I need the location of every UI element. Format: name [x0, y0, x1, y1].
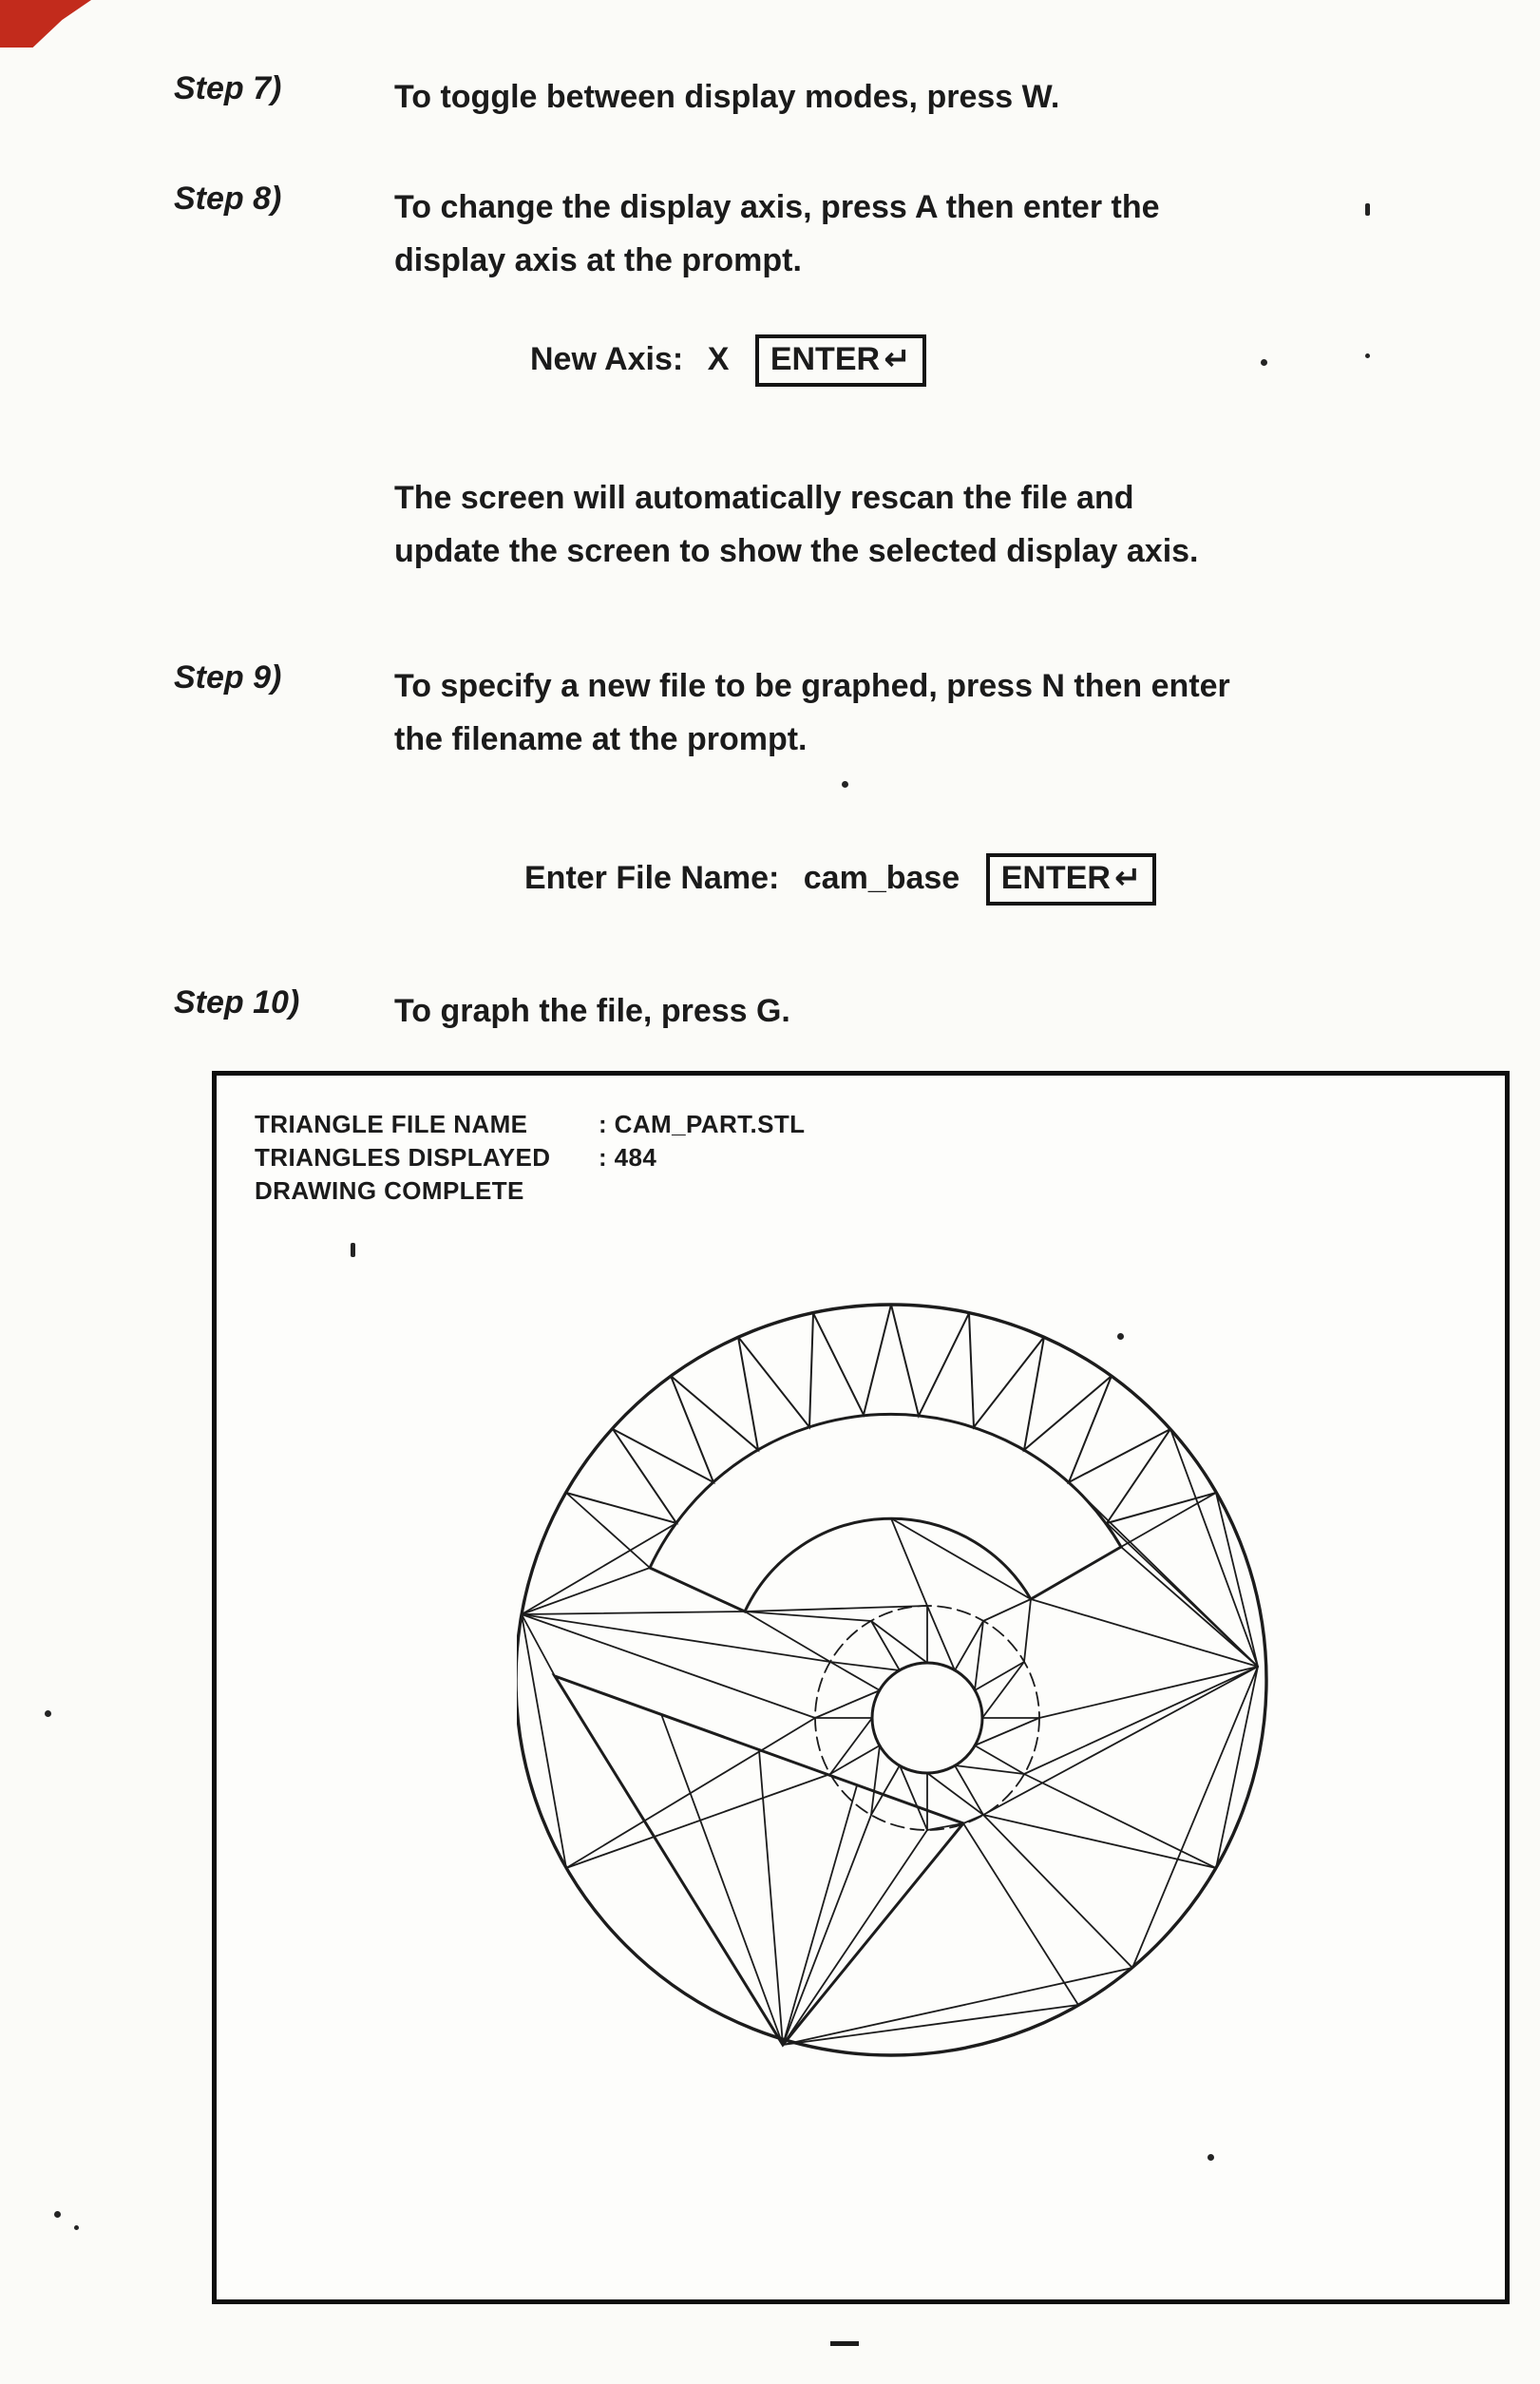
rescan-note: [394, 471, 1199, 578]
enter-key: [986, 853, 1157, 906]
step9-label: Step 9): [174, 659, 282, 696]
status-label: TRIANGLE FILE NAME: [255, 1110, 528, 1138]
step7-label: Step 7): [174, 70, 282, 106]
status-label: DRAWING COMPLETE: [255, 1176, 524, 1205]
return-arrow-icon: ↵: [1113, 860, 1142, 896]
step10-label: Step 10): [174, 984, 300, 1020]
step8-text: [394, 181, 1160, 287]
status-value: : 484: [599, 1143, 657, 1172]
file-prompt: [524, 853, 1156, 906]
scan-speck: [1117, 1333, 1124, 1340]
scan-speck: [54, 2211, 61, 2218]
scan-speck: [45, 1710, 51, 1717]
enter-key-label: ENTER: [1000, 860, 1111, 896]
cam-part-wireframe: [517, 1277, 1277, 2080]
rescan-note-line1: The screen will automatically rescan the file and: [394, 480, 1134, 516]
status-row-triangles: [255, 1141, 805, 1174]
file-prompt-value: cam_base: [803, 860, 960, 896]
status-readout: [255, 1108, 805, 1208]
status-row-filename: [255, 1108, 805, 1141]
scan-corner-mark: [0, 0, 91, 48]
status-value: : CAM_PART.STL: [599, 1110, 806, 1138]
file-prompt-label: Enter File Name:: [524, 860, 780, 896]
scan-speck: [1365, 353, 1370, 358]
enter-key: [755, 334, 926, 387]
step10-text: To graph the file, press G.: [394, 993, 790, 1029]
axis-prompt-label: New Axis:: [530, 341, 684, 377]
step8-line2: display axis at the prompt.: [394, 242, 802, 278]
scan-speck: [74, 2225, 79, 2230]
scan-speck: [830, 2341, 859, 2346]
step8-line1: To change the display axis, press A then enter the: [394, 189, 1160, 225]
graph-screen: [212, 1071, 1510, 2304]
step9-line1: To specify a new file to be graphed, press N then enter: [394, 668, 1230, 704]
axis-prompt: [530, 334, 926, 387]
rescan-note-line2: update the screen to show the selected display axis.: [394, 533, 1199, 569]
scan-speck: [1207, 2154, 1214, 2161]
return-arrow-icon: ↵: [884, 341, 911, 377]
scan-speck: [842, 781, 848, 788]
scan-speck: [1365, 203, 1370, 216]
enter-key-label: ENTER: [770, 341, 881, 377]
status-label: TRIANGLES DISPLAYED: [255, 1143, 551, 1172]
axis-prompt-value: X: [707, 341, 730, 377]
step9-text: [394, 659, 1230, 766]
step7-text: To toggle between display modes, press W.: [394, 79, 1060, 115]
step9-line2: the filename at the prompt.: [394, 721, 808, 757]
scan-speck: [351, 1243, 355, 1257]
status-row-complete: [255, 1174, 805, 1208]
step8-label: Step 8): [174, 181, 282, 217]
scan-speck: [1261, 359, 1267, 366]
